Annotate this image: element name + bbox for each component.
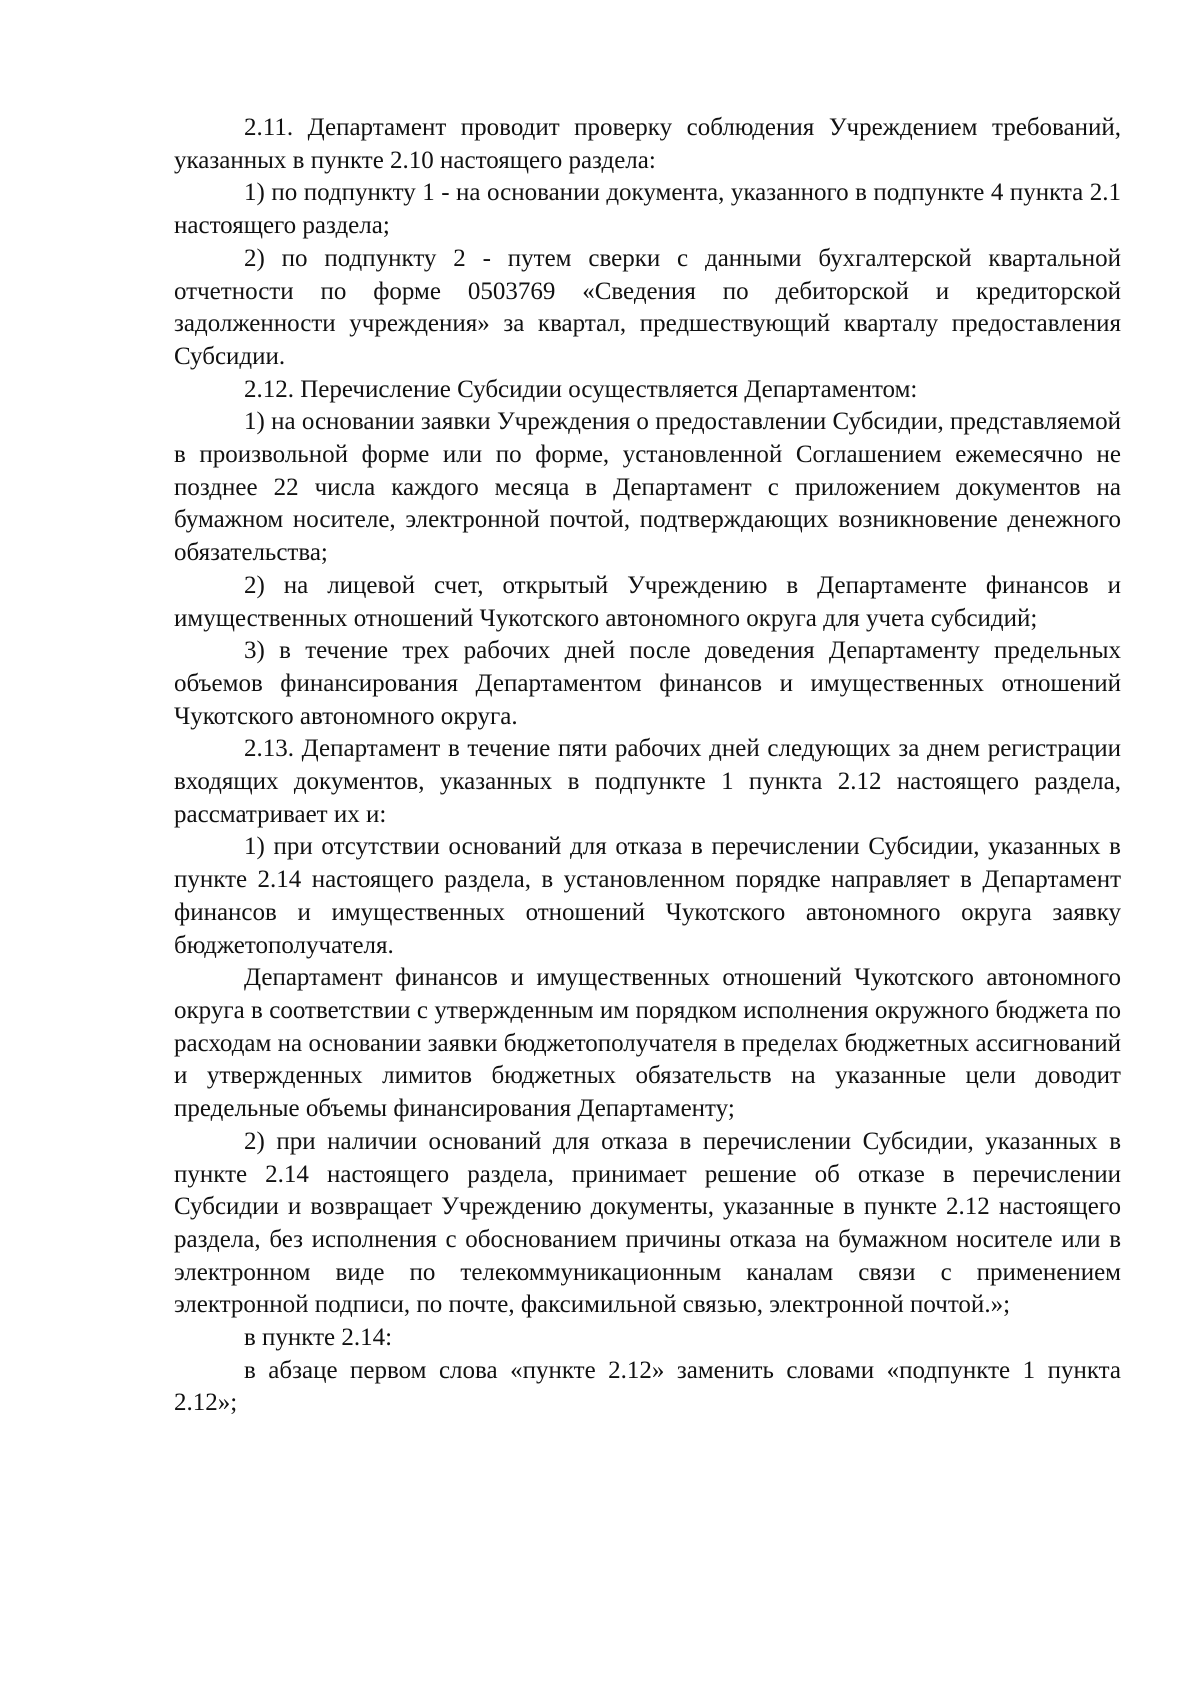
paragraph-finance-department: Департамент финансов и имущественных отношений Чукотского автономного округа в соответствии с утвержденным им порядком исполнения окружного бюджета по расходам на основании заявки бюджетополучателя в пределах бюджетных ассигнований и утвержденных лимитов бюджетных обязательств на указанные цели доводит предельные объемы финансирования Департаменту; [174, 964, 1121, 1123]
paragraph-2-12-item-2: 2) на лицевой счет, открытый Учреждению в Департаменте финансов и имущественных отношений Чукотского автономного округа для учета субсидий; [174, 571, 1121, 632]
paragraph-2-12-item-1: 1) на основании заявки Учреждения о предоставлении Субсидии, представляемой в произвольной форме или по форме, установленной Соглашением ежемесячно не позднее 22 числа каждого месяца в Департамент с приложением документов на бумажном носителе, электронной почтой, подтверждающих возникновение денежного обязательства; [174, 408, 1121, 567]
paragraph-2-12-item-3: 3) в течение трех рабочих дней после доведения Департаменту предельных объемов финансирования Департаментом финансов и имущественных отношений Чукотского автономного округа. [174, 637, 1121, 730]
paragraph-2-13: 2.13. Департамент в течение пяти рабочих дней следующих за днем регистрации входящих документов, указанных в подпункте 1 пункта 2.12 настоящего раздела, рассматривает их и: [174, 735, 1121, 828]
paragraph-2-11: 2.11. Департамент проводит проверку соблюдения Учреждением требований, указанных в пункте 2.10 настоящего раздела: [174, 114, 1121, 174]
paragraph-2-14-heading: в пункте 2.14: [244, 1324, 393, 1352]
paragraph-2-13-item-2: 2) при наличии оснований для отказа в перечислении Субсидии, указанных в пункте 2.14 настоящего раздела, принимает решение об отказе в перечислении Субсидии и возвращает Учреждению документы, указанные в пункте 2.12 настоящего раздела, без исполнения с обоснованием причины отказа на бумажном носителе или в электронном виде по телекоммуникационным каналам связи с применением электронной подписи, по почте, факсимильной связью, электронной почтой.»; [174, 1127, 1121, 1319]
paragraph-2-14-amendment: в абзаце первом слова «пункте 2.12» заменить словами «подпункте 1 пункта 2.12»; [174, 1356, 1121, 1417]
paragraph-2-11-item-1: 1) по подпункту 1 - на основании документа, указанного в подпункте 4 пункта 2.1 настоящего раздела; [174, 179, 1121, 240]
document-body [174, 112, 1121, 1420]
paragraph-2-13-item-1: 1) при отсутствии оснований для отказа в перечислении Субсидии, указанных в пункте 2.14 настоящего раздела, в установленном порядке направляет в Департамент финансов и имущественных отношений Чукотского автономного округа заявку бюджетополучателя. [174, 833, 1121, 959]
paragraph-2-12: 2.12. Перечисление Субсидии осуществляется Департаментом: [244, 375, 918, 403]
paragraph-2-11-item-2: 2) по подпункту 2 - путем сверки с данными бухгалтерской квартальной отчетности по форме 0503769 «Сведения по дебиторской и кредиторской задолженности учреждения» за квартал, предшествующий кварталу предоставления Субсидии. [174, 244, 1121, 370]
